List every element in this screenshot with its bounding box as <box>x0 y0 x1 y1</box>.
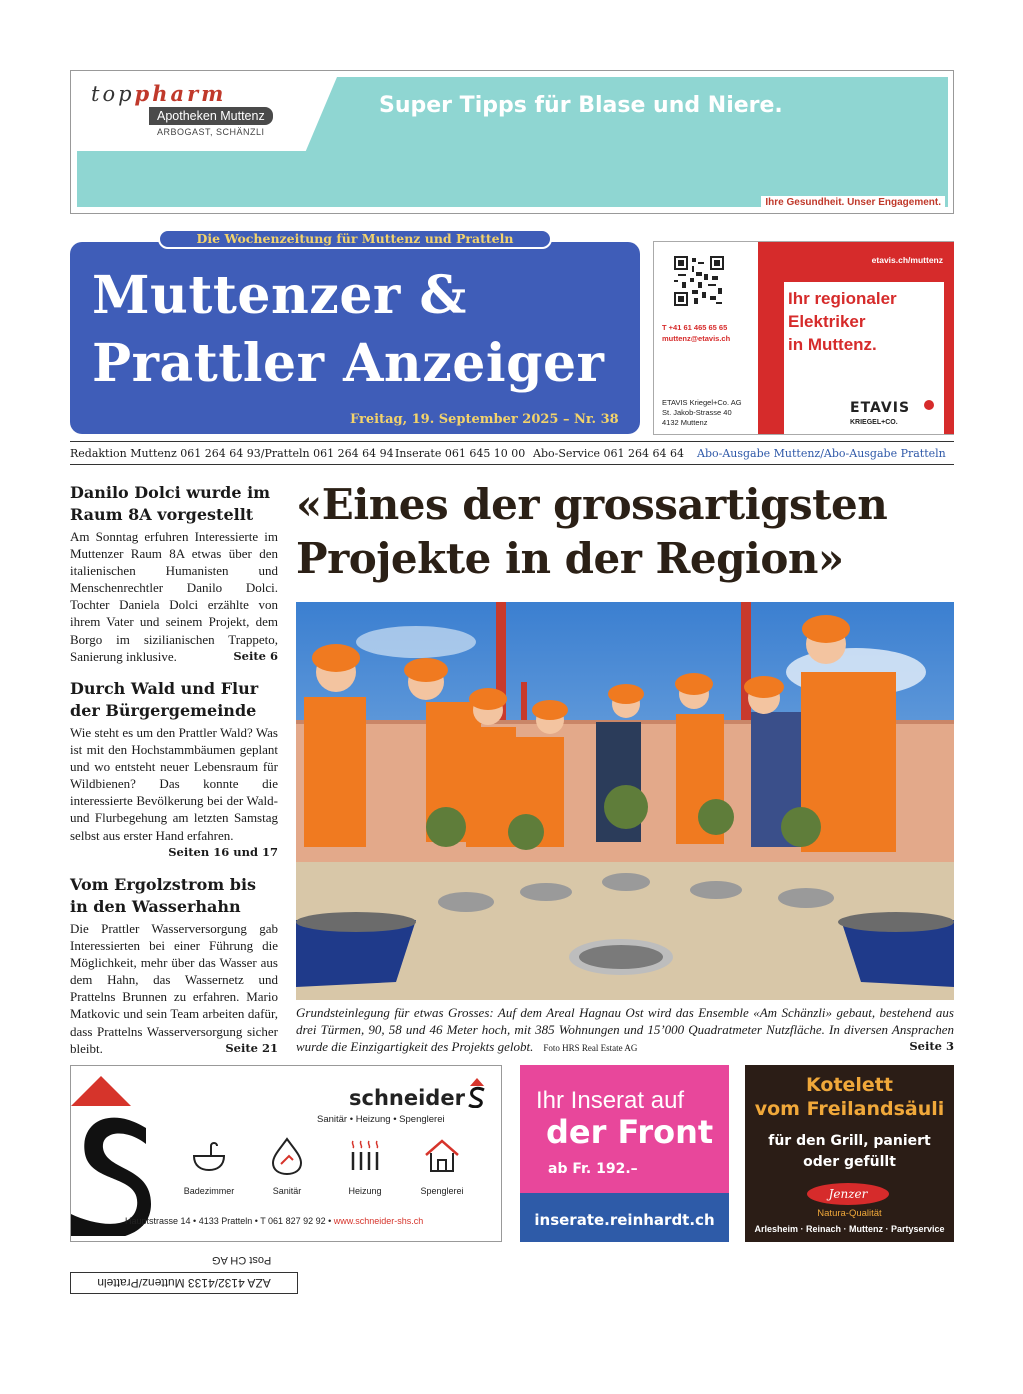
jenzer-ad[interactable] <box>745 1065 954 1242</box>
story-teaser[interactable] <box>70 874 278 1057</box>
story-teaser[interactable] <box>70 678 278 861</box>
postal-address-box: AZA 4132/4133 Muttenz/Pratteln <box>70 1272 298 1294</box>
etavis-claim: Ihr regionaler Elektriker in Muttenz. <box>788 289 897 354</box>
etavis-address: ETAVIS Kriegel+Co. AG St. Jakob-Strasse 40 4132 Muttenz <box>662 398 742 427</box>
masthead-strapline: Die Wochenzeitung für Muttenz und Pratteln <box>158 229 552 249</box>
story-body: Wie steht es um den Prattler Wald? Was ist mit den Hochstammbäumen geplant und wo entsteht neuer Lebensraum für Wildbienen? Das konnte die interessierte Bevölkerung bei der Wald- und Flurbegehung am letzten Samstag selbst aus erster Hand erfahren. Seiten 16 und 17 <box>70 724 278 844</box>
etavis-logo-sub: KRIEGEL+CO. <box>850 419 898 426</box>
jenzer-logo: Jenzer <box>807 1183 889 1205</box>
story-teaser[interactable] <box>70 482 278 665</box>
photo-caption: Grundsteinlegung für etwas Grosses: Auf dem Areal Hagnau Ost wird das Ensemble «Am Schänzli» gebaut, bestehend aus drei Türmen, 90, 58 und 46 Meter hoch, mit 385 Wohnungen und 15’000 Quadratmeter Nutzfläche. In diversen Ansprachen wurde die Einzigartigkeit des Projekts gelobt. Foto HRS Real Estate AG Seite 3 <box>296 1005 954 1054</box>
etavis-contact: T +41 61 465 65 65 muttenz@etavis.ch <box>662 323 731 343</box>
icon-label: Sanitär <box>272 1186 302 1196</box>
postal-operator: Post CH AG <box>212 1254 272 1266</box>
front-ad-url[interactable]: inserate.reinhardt.ch <box>534 1211 715 1229</box>
schneider-s-logo <box>71 1076 151 1236</box>
schneider-services: Sanitär • Heizung • Spenglerei <box>317 1114 445 1125</box>
etavis-ad[interactable] <box>653 241 954 435</box>
brand-subtitle: Apotheken Muttenz <box>149 107 273 125</box>
front-ad-price: ab Fr. 192.– <box>548 1161 638 1177</box>
abo-ausgabe[interactable]: Abo-Ausgabe Muttenz/Abo-Ausgabe Pratteln <box>697 447 946 460</box>
jenzer-subline: für den Grill, paniert oder gefüllt <box>768 1133 931 1170</box>
toppharm-ad[interactable] <box>70 70 954 214</box>
inserat-front-ad[interactable] <box>520 1065 729 1242</box>
page-reference: Seite 3 <box>909 1039 954 1053</box>
issue-date: Freitag, 19. September 2025 – Nr. 38 <box>350 412 619 427</box>
etavis-logo: ETAVIS <box>850 400 911 416</box>
schneider-mark-icon <box>468 1078 486 1108</box>
newspaper-title: Muttenzer & Prattler Anzeiger <box>92 265 605 394</box>
front-ad-line1: Ihr Inserat auf <box>536 1087 685 1114</box>
water-drop-icon <box>269 1136 305 1176</box>
page-reference: Seiten 16 und 17 <box>168 844 278 859</box>
jenzer-headline: Kotelett vom Freilandsäuli <box>754 1074 945 1120</box>
schneider-name: schneider <box>349 1086 465 1110</box>
photo-credit: Foto HRS Real Estate AG <box>543 1043 638 1053</box>
bathtub-icon <box>191 1138 227 1174</box>
etavis-url[interactable]: etavis.ch/muttenz <box>871 255 943 265</box>
groundbreaking-photo <box>296 602 954 1000</box>
radiator-icon <box>347 1138 383 1174</box>
schneider-website[interactable]: www.schneider-shs.ch <box>333 1216 424 1226</box>
icon-label: Spenglerei <box>420 1186 464 1196</box>
story-body: Am Sonntag erfuhren Interessierte im Muttenzer Raum 8A etwas über den italienischen Humanisten und Menschenrechtler Danilo Dolci. Tochter Daniela Dolci erzählte von ihrem Vater und seinem Projekt, dem Borgo im sizilianischen Trappeto, Sanierung inklusive. Seite 6 <box>70 529 278 664</box>
story-headline: Danilo Dolci wurde im Raum 8A vorgestellt <box>70 483 271 524</box>
lead-headline[interactable]: «Eines der grossartigsten Projekte in der Region» <box>296 480 888 583</box>
power-icon <box>924 400 934 410</box>
brand-owners: ARBOGAST, SCHÄNZLI <box>157 127 265 137</box>
ad-headline: Super Tipps für Blase und Niere. <box>379 93 783 118</box>
jenzer-locations: Arlesheim · Reinach · Muttenz · Partyservice <box>754 1224 945 1234</box>
ad-tagline: Ihre Gesundheit. Unser Engagement. <box>761 196 945 209</box>
schneider-ad[interactable] <box>70 1065 502 1242</box>
page-reference: Seite 21 <box>225 1040 278 1055</box>
qr-code-icon <box>674 256 724 306</box>
page-reference: Seite 6 <box>233 648 278 663</box>
story-headline: Durch Wald und Flur der Bürgergemeinde <box>70 679 259 720</box>
toppharm-logo: toppharm <box>91 81 227 106</box>
icon-label: Heizung <box>348 1186 382 1196</box>
front-ad-line2: der Front <box>546 1113 714 1151</box>
redaktion-phone: Redaktion Muttenz 061 264 64 93/Pratteln 061 264 64 94 <box>70 447 394 460</box>
contact-bar <box>70 441 954 465</box>
jenzer-quality: Natura-Qualität <box>817 1208 882 1219</box>
story-body: Die Prattler Wasserversorgung gab Interessierten bei einer Führung die Möglichkeit, mehr über das Wasser aus dem Hahn, das Wassernetz und Prattelns Brunnen zu erfahren. Mario Matkovic und sein Team arbeiten dafür, dass Prattelns Wasserversorgung sicher bleibt. Seite 21 <box>70 921 278 1056</box>
schneider-address: Hauptstrasse 14 • 4133 Pratteln • T 061 827 92 92 • www.schneider-shs.ch <box>125 1216 424 1226</box>
inserate-phone: Inserate 061 645 10 00 <box>395 447 526 460</box>
icon-label: Badezimmer <box>183 1186 235 1196</box>
house-icon <box>423 1138 461 1174</box>
story-headline: Vom Ergolzstrom bis in den Wasserhahn <box>70 875 257 916</box>
abo-service-phone: Abo-Service 061 264 64 64 <box>533 447 685 460</box>
